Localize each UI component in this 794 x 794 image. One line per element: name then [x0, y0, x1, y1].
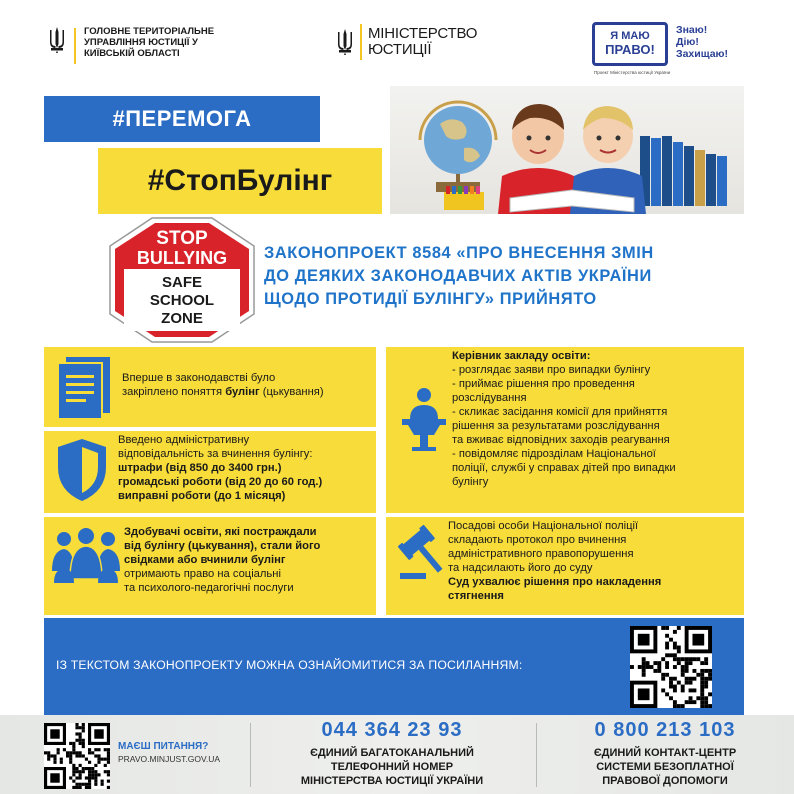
ask-title: МАЄШ ПИТАННЯ?: [118, 741, 209, 752]
info-box-police: [386, 517, 744, 615]
ministry-phone-desc2: ТЕЛЕФОННИЙ НОМЕР: [330, 761, 454, 773]
box-e-line5: Суд ухвалює рішення про накладення: [448, 576, 662, 588]
box-d-line2: - приймає рішення про проведення: [452, 378, 635, 390]
box-d-line9: булінгу: [452, 476, 489, 488]
footer: [0, 715, 794, 794]
box-d-line3: розслідування: [452, 392, 527, 404]
qr-code-icon[interactable]: [630, 626, 712, 708]
info-box-school-head: [386, 347, 744, 513]
ask-url[interactable]: PRAVO.MINJUST.GOV.UA: [118, 754, 221, 764]
qr-code-icon[interactable]: [44, 723, 110, 789]
stop-bullying-sign: [108, 216, 256, 344]
headline-line1: ЗАКОНОПРОЕКТ 8584 «ПРО ВНЕСЕННЯ ЗМІН: [264, 244, 654, 262]
regional-justice-logo: [48, 26, 234, 64]
info-box-services: [44, 517, 376, 615]
header: [0, 0, 794, 88]
legal-aid-phone-block: [540, 719, 790, 788]
trident-icon: [48, 26, 66, 54]
box-d-line1: - розглядає заяви про випадки булінгу: [452, 364, 651, 376]
ministry-phone-number[interactable]: 044 364 23 93: [321, 719, 463, 741]
ask-question: [118, 741, 220, 764]
box-c-line2: від булінгу (цькування), стали його: [124, 540, 321, 552]
headline-line2: ДО ДЕЯКИХ ЗАКОНОДАВЧИХ АКТІВ УКРАЇНИ: [264, 267, 652, 285]
legal-aid-phone-number[interactable]: 0 800 213 103: [594, 719, 736, 741]
speaker-icon: [398, 387, 450, 453]
box-b-line2: відповідальність за вчинення булінгу:: [118, 448, 313, 460]
qr-code-law[interactable]: [630, 626, 712, 708]
box-b-line4: громадські роботи (від 20 до 60 год.): [118, 476, 323, 488]
gavel-icon: [396, 525, 452, 581]
box-a-line1: Вперше в законодавстві було: [122, 372, 276, 384]
logo-text-line2: ПРАВО!: [605, 42, 655, 57]
ministry-phone-desc1: ЄДИНИЙ БАГАТОКАНАЛЬНИЙ: [310, 747, 474, 759]
hashtag-victory: #ПЕРЕМОГА: [44, 96, 320, 142]
box-e-line2: складають протокол про вчинення: [448, 534, 627, 546]
qr-code-site[interactable]: [44, 723, 110, 789]
box-d-title: Керівник закладу освіти:: [452, 350, 591, 362]
box-c-line5: та психолого-педагогічні послуги: [124, 582, 294, 594]
box-d-line8: поліції, службі у справах дітей про випадки: [452, 462, 676, 474]
sign-safe: SAFE: [161, 274, 203, 291]
tagline-know: Знаю!: [676, 24, 708, 36]
box-d-line5: рішення за результатами розслідування: [452, 420, 660, 432]
box-e-line6: стягнення: [448, 590, 504, 602]
children-photo: [390, 86, 744, 214]
sign-zone: ZONE: [161, 310, 203, 327]
legal-aid-phone-desc2: СИСТЕМИ БЕЗОПЛАТНОЇ: [596, 761, 734, 773]
ministry-phone-block: [252, 719, 532, 788]
box-e-line1: Посадові особи Національної поліції: [448, 520, 639, 532]
headline-line3: ЩОДО ПРОТИДІЇ БУЛІНГУ» ПРИЙНЯТО: [264, 290, 597, 308]
law-text-link-bar: [44, 618, 744, 715]
headline: [264, 242, 744, 311]
ministry-logo: [336, 24, 477, 60]
tagline-act: Дію!: [676, 36, 699, 48]
box-b-line5: виправні роботи (до 1 місяця): [118, 490, 286, 502]
legal-aid-phone-desc3: ПРАВОВОЇ ДОПОМОГИ: [602, 775, 728, 787]
ministry-phone-desc3: МІНІСТЕРСТВА ЮСТИЦІЇ УКРАЇНИ: [300, 775, 484, 787]
info-box-liability: [44, 431, 376, 513]
law-text-link-label: ІЗ ТЕКСТОМ ЗАКОНОПРОЕКТУ МОЖНА ОЗНАЙОМИТИСЯ ЗА ПОСИЛАННЯМ:: [56, 658, 523, 672]
ministry-name-line2: ЮСТИЦІЇ: [368, 41, 432, 58]
logo-text-line1: Я МАЮ: [610, 30, 650, 42]
shield-icon: [56, 437, 108, 503]
box-b-line1: Введено адміністративну: [118, 434, 250, 446]
box-a-line2-bold: булінг: [225, 386, 260, 398]
box-d-line4: - скликає засідання комісії для прийняття: [452, 406, 668, 418]
box-b-line3: штрафи (від 850 до 3400 грн.): [118, 462, 282, 474]
children-illustration: [390, 86, 744, 214]
logo-subtitle: Проект Міністерства юстиції України: [594, 70, 671, 75]
people-icon: [50, 527, 122, 583]
box-a-line2-pre: закріплено поняття: [122, 386, 226, 398]
box-e-line4: та надсилають його до суду: [448, 562, 593, 574]
box-e-line3: адміністративного правопорушення: [448, 548, 634, 560]
sign-school: SCHOOL: [149, 292, 215, 309]
hashtag-stop-bullying: #СтопБулінг: [98, 148, 382, 214]
document-icon: [52, 353, 116, 419]
box-c-line3: свідками або вчинили булінг: [124, 554, 286, 566]
sign-bullying: BULLYING: [136, 248, 228, 268]
legal-aid-phone-desc1: ЄДИНИЙ КОНТАКТ-ЦЕНТР: [593, 747, 737, 759]
box-c-line4: отримають право на соціальні: [124, 568, 281, 580]
info-box-definition: [44, 347, 376, 427]
ministry-name-line1: МІНІСТЕРСТВО: [368, 25, 478, 42]
box-c-line1: Здобувачі освіти, які постраждали: [124, 526, 317, 538]
trident-icon: [336, 28, 354, 56]
box-a-line2-post: (цькування): [259, 386, 324, 398]
box-d-line7: - повідомляє підрозділам Національної: [452, 448, 656, 460]
box-d-line6: та вживає відповідних заходів реагування: [452, 434, 670, 446]
sign-stop: STOP: [156, 228, 208, 249]
regional-justice-name: ГОЛОВНЕ ТЕРИТОРІАЛЬНЕ УПРАВЛІННЯ ЮСТИЦІЇ У КИЇВСЬКІЙ ОБЛАСТІ: [84, 26, 215, 59]
tagline-protect: Захищаю!: [676, 48, 729, 60]
